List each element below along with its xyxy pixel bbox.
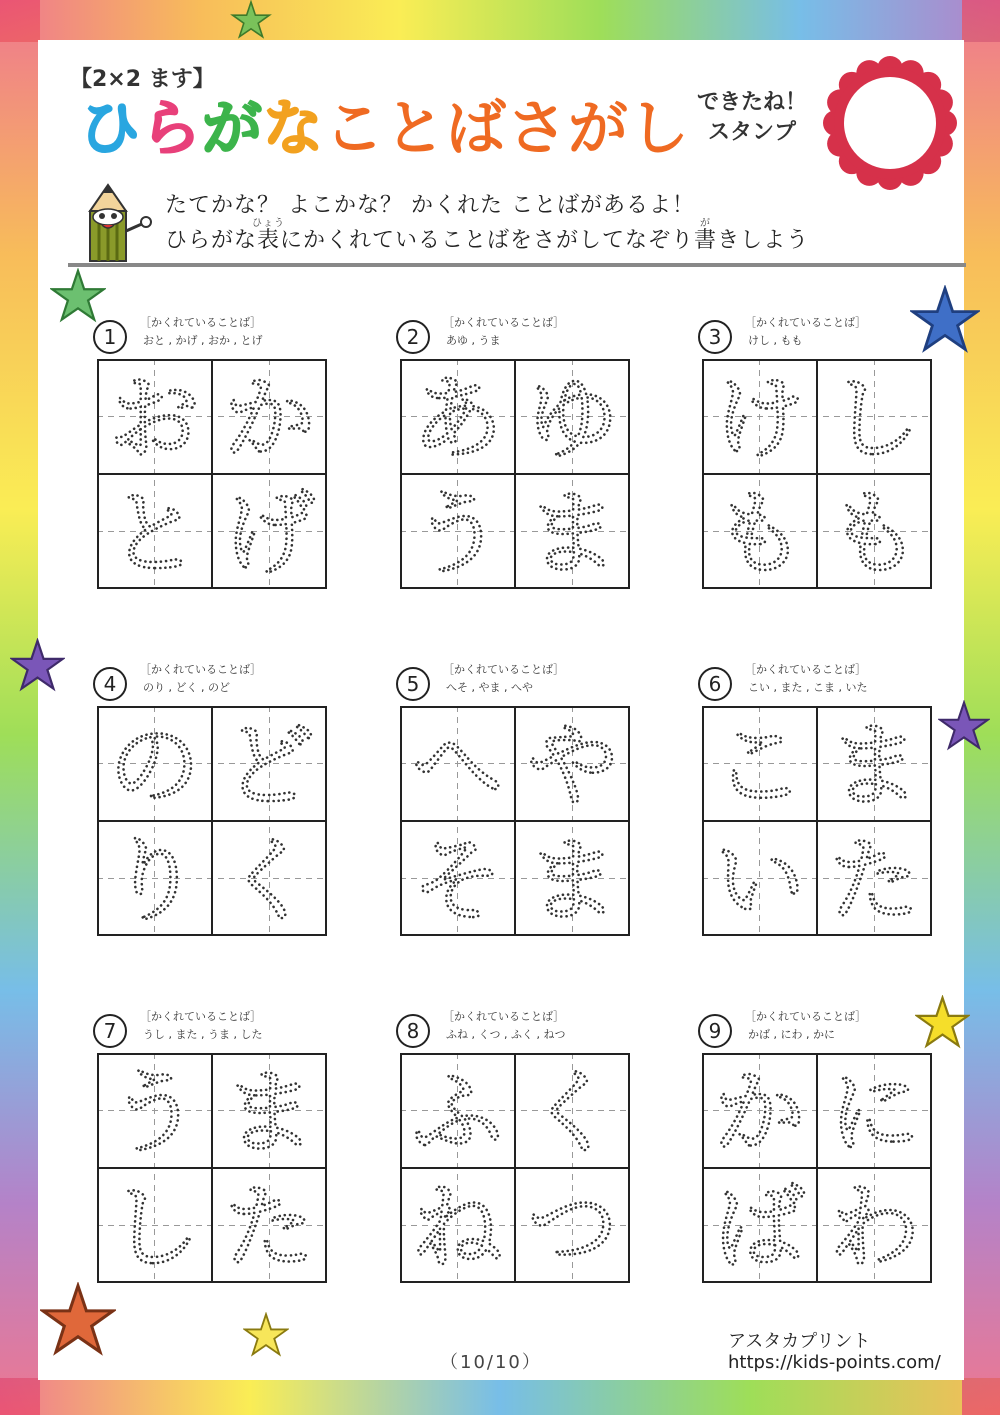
trace-character[interactable]: ま bbox=[526, 480, 619, 588]
title-char: ら bbox=[141, 94, 202, 164]
title-char: ば bbox=[446, 94, 507, 164]
trace-character[interactable]: か bbox=[223, 365, 316, 473]
title-char: さ bbox=[507, 94, 568, 164]
trace-character[interactable]: つ bbox=[526, 1174, 619, 1282]
title-char: が bbox=[568, 94, 629, 164]
trace-character[interactable]: た bbox=[223, 1174, 316, 1282]
hidden-words-list: かば , にわ , かに bbox=[748, 1028, 835, 1041]
title-char: し bbox=[629, 94, 690, 164]
trace-character[interactable]: う bbox=[108, 1059, 201, 1167]
hidden-words-list: あゆ , うま bbox=[446, 334, 501, 347]
hidden-words-heading: ［かくれていることば］ bbox=[443, 1010, 565, 1023]
pencil-mascot-icon bbox=[80, 183, 160, 265]
hidden-words-list: へそ , やま , へや bbox=[446, 681, 533, 694]
stamp-caption-line1: できたね！ bbox=[696, 90, 807, 115]
hidden-words-heading: ［かくれていることば］ bbox=[443, 316, 565, 329]
instruction-text: ひらがな bbox=[165, 228, 258, 253]
star-icon bbox=[938, 700, 990, 752]
trace-character[interactable]: そ bbox=[411, 827, 504, 935]
puzzle-number: 1 bbox=[93, 320, 127, 354]
instruction-line-2 bbox=[165, 218, 809, 254]
trace-character[interactable]: も bbox=[713, 480, 806, 588]
trace-character[interactable]: う bbox=[411, 480, 504, 588]
trace-character[interactable]: く bbox=[526, 1059, 619, 1167]
stamp-caption-line2: スタンプ bbox=[707, 120, 796, 145]
hidden-words-heading: ［かくれていることば］ bbox=[745, 1010, 867, 1023]
grid-size-label: 【2×2 ます】 bbox=[70, 67, 215, 92]
trace-character[interactable]: ど bbox=[223, 712, 316, 820]
puzzle-number: 5 bbox=[396, 667, 430, 701]
hidden-words-list: うし , また , うま , した bbox=[143, 1028, 263, 1041]
stamp-caption bbox=[692, 88, 812, 148]
trace-character[interactable]: か bbox=[713, 1059, 806, 1167]
kanji-with-reading bbox=[694, 218, 718, 253]
hidden-words-heading: ［かくれていることば］ bbox=[140, 1010, 262, 1023]
star-icon bbox=[228, 0, 274, 40]
tracing-grid[interactable] bbox=[702, 1053, 932, 1283]
title-char: が bbox=[202, 94, 263, 164]
hidden-words-heading: ［かくれていることば］ bbox=[140, 663, 262, 676]
trace-character[interactable]: あ bbox=[411, 365, 504, 473]
star-icon bbox=[243, 1312, 289, 1358]
trace-character[interactable]: に bbox=[828, 1059, 921, 1167]
puzzle-number: 8 bbox=[396, 1014, 430, 1048]
trace-character[interactable]: り bbox=[108, 827, 201, 935]
title-char: こ bbox=[324, 94, 385, 164]
instruction-text: にかくれていることばをさがしてなぞり bbox=[280, 228, 695, 253]
trace-character[interactable]: け bbox=[713, 365, 806, 473]
star-icon bbox=[915, 995, 970, 1050]
trace-character[interactable]: た bbox=[828, 827, 921, 935]
trace-character[interactable]: し bbox=[108, 1174, 201, 1282]
hidden-words-list: けし , もも bbox=[748, 334, 803, 347]
tracing-grid[interactable] bbox=[400, 1053, 630, 1283]
tracing-grid[interactable] bbox=[400, 706, 630, 936]
furigana: ひょう bbox=[252, 218, 286, 229]
worksheet-title bbox=[80, 92, 690, 166]
tracing-grid[interactable] bbox=[400, 359, 630, 589]
tracing-grid[interactable] bbox=[702, 359, 932, 589]
trace-character[interactable]: ふ bbox=[411, 1059, 504, 1167]
title-char: と bbox=[385, 94, 446, 164]
kanji: 表 bbox=[252, 228, 286, 253]
divider bbox=[68, 263, 966, 267]
star-icon bbox=[10, 638, 65, 693]
hidden-words-heading: ［かくれていることば］ bbox=[745, 316, 867, 329]
hidden-words-heading: ［かくれていることば］ bbox=[745, 663, 867, 676]
hidden-words-list: のり , どく , のど bbox=[143, 681, 230, 694]
puzzle-number: 7 bbox=[93, 1014, 127, 1048]
trace-character[interactable]: へ bbox=[411, 712, 504, 820]
trace-character[interactable]: お bbox=[108, 365, 201, 473]
trace-character[interactable]: ま bbox=[526, 827, 619, 935]
hidden-words-heading: ［かくれていることば］ bbox=[443, 663, 565, 676]
tracing-grid[interactable] bbox=[97, 359, 327, 589]
star-icon bbox=[40, 1282, 116, 1358]
puzzle-number: 4 bbox=[93, 667, 127, 701]
page-number: （10/10） bbox=[440, 1352, 542, 1373]
trace-character[interactable]: わ bbox=[828, 1174, 921, 1282]
site-url: https://kids-points.com/ bbox=[728, 1352, 941, 1373]
star-icon bbox=[50, 268, 106, 324]
trace-character[interactable]: ゆ bbox=[526, 365, 619, 473]
kanji: 書 bbox=[694, 228, 718, 253]
puzzle-number: 3 bbox=[698, 320, 732, 354]
tracing-grid[interactable] bbox=[702, 706, 932, 936]
stamp-circle bbox=[822, 55, 958, 191]
puzzle-number: 2 bbox=[396, 320, 430, 354]
trace-character[interactable]: ば bbox=[713, 1174, 806, 1282]
tracing-grid[interactable] bbox=[97, 706, 327, 936]
hidden-words-list: こい , また , こま , いた bbox=[748, 681, 868, 694]
furigana: が bbox=[694, 218, 718, 229]
trace-character[interactable]: し bbox=[828, 365, 921, 473]
title-char: な bbox=[263, 94, 324, 164]
hidden-words-heading: ［かくれていることば］ bbox=[140, 316, 262, 329]
trace-character[interactable]: や bbox=[526, 712, 619, 820]
instruction-text: きしよう bbox=[717, 228, 810, 253]
trace-character[interactable]: く bbox=[223, 827, 316, 935]
puzzle-number: 9 bbox=[698, 1014, 732, 1048]
trace-character[interactable]: ま bbox=[828, 712, 921, 820]
kanji-with-reading bbox=[252, 218, 286, 253]
tracing-grid[interactable] bbox=[97, 1053, 327, 1283]
puzzle-number: 6 bbox=[698, 667, 732, 701]
trace-character[interactable]: い bbox=[713, 827, 806, 935]
trace-character[interactable]: げ bbox=[223, 480, 316, 588]
trace-character[interactable]: の bbox=[108, 712, 201, 820]
trace-character[interactable]: ま bbox=[223, 1059, 316, 1167]
star-icon bbox=[910, 285, 980, 355]
trace-character[interactable]: こ bbox=[713, 712, 806, 820]
trace-character[interactable]: ね bbox=[411, 1174, 504, 1282]
hidden-words-list: おと , かげ , おか , とげ bbox=[143, 334, 263, 347]
trace-character[interactable]: も bbox=[828, 480, 921, 588]
brand-name: アスタカプリント bbox=[728, 1331, 871, 1352]
hidden-words-list: ふね , くつ , ふく , ねつ bbox=[446, 1028, 566, 1041]
instruction-line-1: たてかな？ よこかな？ かくれた ことばがあるよ！ bbox=[165, 193, 695, 218]
trace-character[interactable]: と bbox=[108, 480, 201, 588]
title-char: ひ bbox=[80, 94, 141, 164]
